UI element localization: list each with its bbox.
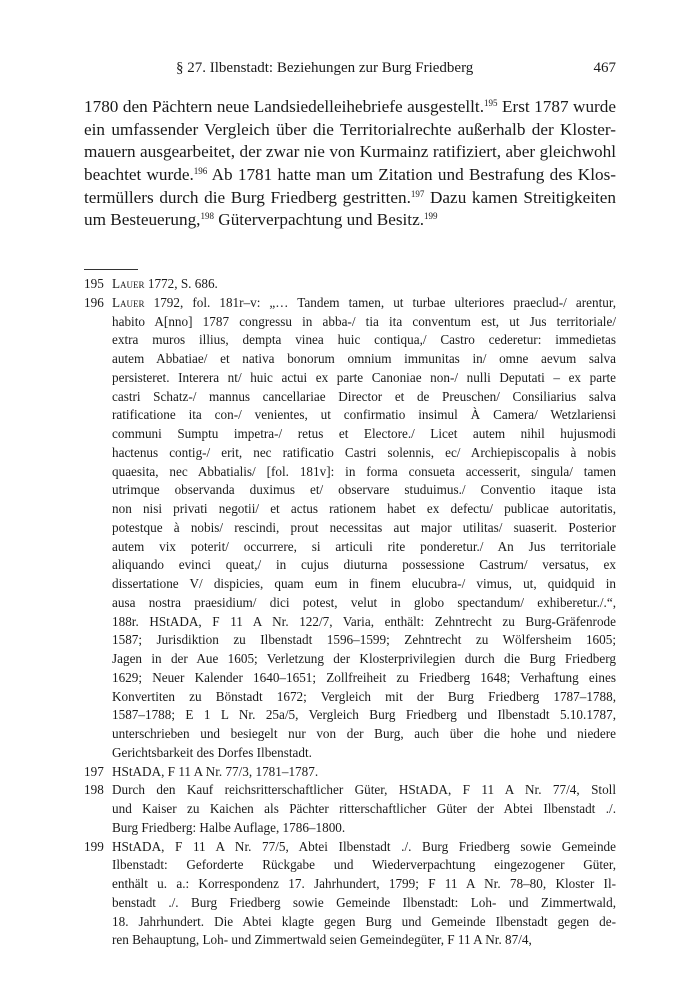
footnote-line: Burg Friedberg: Halbe Auflage, 1786–1800.	[112, 819, 346, 835]
footnote-line: hactenus contig-/ erit, nec ratificatio Castri solennis, ec/ Archiepiscopalis à nobis	[112, 444, 616, 460]
footnote-196	[84, 294, 616, 763]
footnote-195	[84, 275, 616, 294]
body-line: termüllers durch die Burg Friedberg gestritten.$^{197}$ Dazu kamen Streitigkeiten	[84, 187, 616, 207]
footnote-line: 188r. HStADA, F 11 A Nr. 122/7, Varia, enthält: Zehntrecht zu Burg-Gräfenrode	[112, 613, 616, 629]
footnote-line: ren Behauptung, Loh- und Zimmertwald seien Gemeindegüter, F 11 A Nr. 87/4,	[112, 932, 532, 948]
footnote-number: 195	[84, 276, 104, 291]
body-line: 1780 den Pächtern neue Landsiedelleihebriefe ausgestellt.$^{195}$ Erst 1787 wurde	[84, 97, 617, 116]
footnote-line: quaesita, nec Abbatialis/ [fol. 181v]: in forma consueta accesserit, singula/ tamen	[112, 463, 616, 479]
footnote-separator	[84, 269, 138, 270]
footnote-line: Lauer 1772, S. 686.	[112, 276, 218, 291]
footnote-ref-196[interactable]: 196	[193, 166, 208, 177]
footnote-line: HStADA, F 11 A Nr. 77/5, Abtei Ilbenstadt ./. Burg Friedberg sowie Gemeinde	[112, 838, 616, 854]
footnote-line: ratificatione ita con-/ venientes, ut confirmatio insimul À Camera/ Wetzlariensi	[112, 407, 616, 423]
footnote-ref-199[interactable]: 199	[424, 211, 438, 222]
footnote-number: 198	[84, 782, 104, 798]
footnote-author: Lauer	[112, 294, 145, 310]
footnote-line: Gerichtsbarkeit des Dorfes Ilbenstadt.	[112, 744, 312, 760]
footnote-line: autem vix poterit/ occurrere, si articuli rite ponderetur./ An Jus territoriale	[112, 538, 616, 554]
footnote-line: 1587; Jurisdiktion zu Ilbenstadt 1596–1599; Zehntrecht zu Wölfersheim 1605;	[112, 632, 616, 648]
footnote-line: extra muros illius, dempta vinea huic contiqua,/ Castro cederetur: immedietas	[112, 332, 616, 348]
footnote-line: unterschrieben und besiegelt nur von der Burg, auch über die hohe und niedere	[112, 726, 616, 741]
footnote-198	[84, 781, 616, 837]
footnote-ref-197[interactable]: 197	[410, 188, 425, 199]
body-line: beachtet wurde.$^{196}$ Ab 1781 hatte man um Zitation und Bestrafung des Klos-	[84, 165, 616, 185]
footnote-199	[84, 838, 616, 951]
footnote-line: 18. Jahrhundert. Die Abtei klagte gegen Burg und Gemeinde Ilbenstadt gegen de-	[112, 913, 616, 929]
body-line: mauern ausgearbeitet, der zwar nie von Kurmainz ratifiziert, aber gleichwohl	[84, 142, 616, 162]
footnote-ref-195[interactable]: 195	[484, 98, 498, 108]
footnote-line: 1629; Neuer Kalender 1640–1651; Zollfreiheit zu Friedberg 1648; Verhaftung eines	[112, 669, 616, 685]
footnote-line: enthält u. a.: Korrespondenz 17. Jahrhundert, 1799; F 11 A Nr. 78–80, Kloster Il-	[112, 876, 616, 891]
footnotes	[84, 275, 616, 950]
footnote-line: HStADA, F 11 A Nr. 77/3, 1781–1787.	[112, 763, 319, 779]
footnote-line: benstadt ./. Burg Friedberg sowie Gemeinde Ilbenstadt: Loh- und Zimmertwald,	[112, 894, 616, 910]
footnote-line: Jagen in der Aue 1605; Verletzung der Klosterprivilegien durch die Burg Friedberg	[112, 651, 616, 666]
footnote-number: 199	[84, 838, 104, 854]
main-text	[84, 96, 616, 232]
footnote-line: Durch den Kauf reichsritterschaftlicher Güter, HStADA, F 11 A Nr. 77/4, Stoll	[112, 782, 616, 798]
body-line: um Besteuerung,$^{198}$ Güterverpachtung und Besitz.$^{199}$	[84, 210, 438, 230]
footnote-line: utrimque observanda duximus et/ observare studuimus./ Conventio itaque ista	[112, 482, 616, 498]
footnote-number: 197	[84, 763, 104, 779]
footnote-line: und Kaiser zu Kaichen als Pächter ritterschaftlicher Güter der Abtei Ilbenstadt ./.	[112, 801, 616, 816]
footnote-line: habito A[nno] 1787 congressu in abba-/ tia ita conventum est, ut Jus territoriale/	[112, 313, 616, 329]
footnote-line: dissertatione V/ dispicies, quam eum in finem elucubra-/ vimus, ut, quidquid in	[112, 576, 616, 591]
footnote-line: potestque à nobis/ rescindi, prout necessitas aut major utilitas/ suaserit. Posterior	[112, 519, 616, 535]
footnote-line: 1587–1788; E 1 L Nr. 25a/5, Vergleich Burg Friedberg und Ilbenstadt 5.10.1787,	[112, 707, 616, 723]
footnote-line: autem Abbatiae/ et nativa bonorum omnium immunitas in/ omne aevum salva	[112, 351, 616, 366]
footnote-line: non nisi privati negotii/ et actus rationem habet ex defectu/ publicae autoritatis,	[112, 501, 616, 516]
footnote-author: Lauer	[112, 276, 145, 291]
footnote-line: Konvertiten zu Bönstadt 1672; Vergleich mit der Burg Friedberg 1787–1788,	[112, 688, 616, 704]
footnote-line: aliquando evinci queat,/ in cujus diuturna possessione Castrum/ versatus, ex	[112, 557, 616, 573]
footnote-line: persisteret. Interera nt/ huic actui ex parte Canoniae non-/ nulli Deputati – ex parte	[112, 369, 616, 385]
body-line: ein umfassender Vergleich über die Territorialrechte außerhalb der Kloster-	[84, 119, 616, 139]
footnote-line: communi Sumptu impetra-/ retus et Electore./ Licet autem nihil hujusmodi	[112, 426, 616, 441]
page-number: 467	[593, 60, 616, 76]
footnote-ref-198[interactable]: 198	[200, 211, 214, 222]
footnote-line: ausa nostra praesidium/ dici potest, velut in globo spectandum/ exhiberetur./.“,	[112, 594, 616, 610]
footnote-line: Lauer 1792, fol. 181r–v: „… Tandem tamen, ut turbae ulteriores praeclud-/ arentur,	[112, 294, 616, 310]
footnote-number: 196	[84, 294, 104, 310]
footnote-line: castri Schatz-/ mannus cancellariae Director et de Preuschen/ Consiliarius salva	[112, 388, 616, 404]
running-head: § 27. Ilbenstadt: Beziehungen zur Burg Friedberg	[176, 60, 474, 76]
footnote-197	[84, 763, 616, 782]
page-header	[84, 60, 616, 82]
footnote-line: Ilbenstadt: Geforderte Rückgabe und Wiederverpachtung eingezogener Güter,	[112, 857, 616, 873]
